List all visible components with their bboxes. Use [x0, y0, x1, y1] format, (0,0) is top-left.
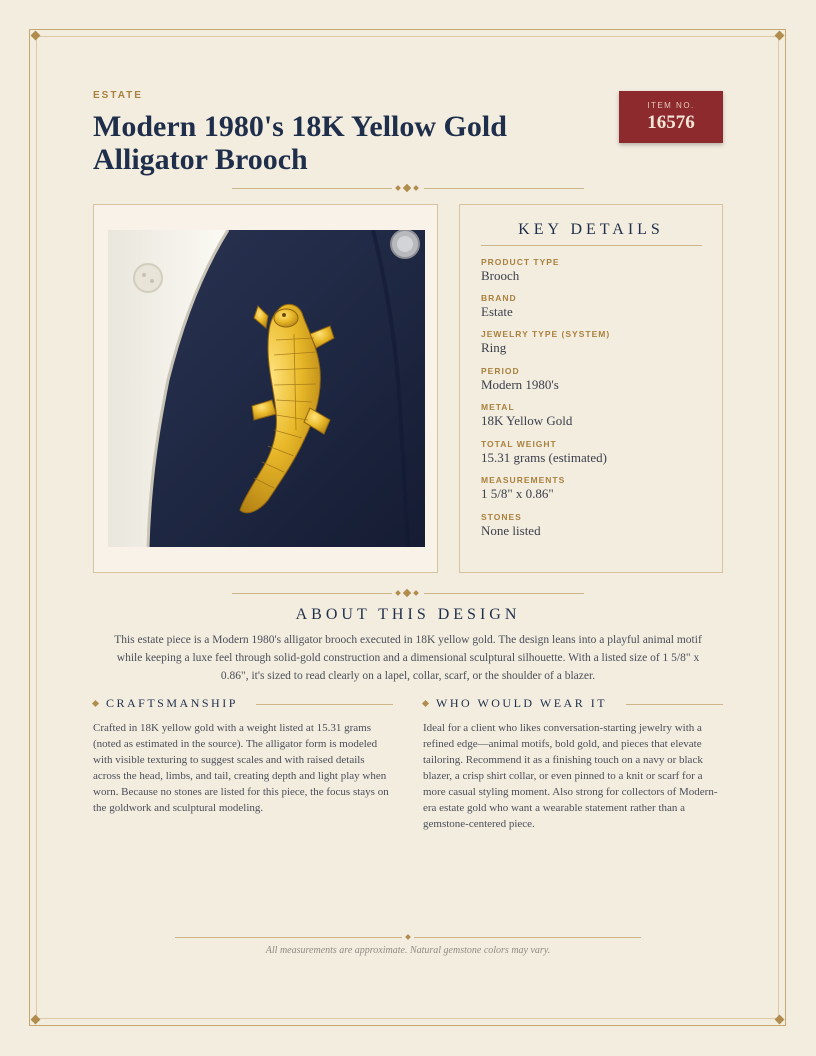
item-number-badge	[619, 91, 723, 143]
product-image-card	[93, 204, 438, 573]
key-details-heading: KEY DETAILS	[518, 221, 664, 238]
product-photo	[108, 230, 425, 547]
detail-value: 15.31 grams (estimated)	[481, 450, 607, 465]
product-title: Modern 1980's 18K Yellow Gold Alligator Brooch	[93, 110, 507, 176]
key-details-card	[459, 204, 723, 573]
craftsmanship-rule	[256, 704, 393, 705]
who-would-wear-heading: WHO WOULD WEAR IT	[436, 696, 608, 710]
detail-value: 1 5/8" x 0.86"	[481, 486, 554, 501]
detail-label: BRAND	[481, 293, 517, 303]
key-details-rule	[481, 245, 702, 246]
detail-jewelry-type	[481, 329, 610, 356]
detail-label: MEASUREMENTS	[481, 475, 566, 485]
detail-value: None listed	[481, 523, 541, 538]
craftsmanship-heading: CRAFTSMANSHIP	[106, 696, 238, 710]
detail-label: STONES	[481, 512, 522, 522]
detail-label: METAL	[481, 402, 515, 412]
about-heading: ABOUT THIS DESIGN	[295, 606, 521, 623]
footer-disclaimer: All measurements are approximate. Natural gemstone colors may vary.	[265, 945, 551, 956]
detail-value: Estate	[481, 304, 513, 319]
alligator-brooch-image	[108, 230, 425, 547]
who-would-wear-paragraph: Ideal for a client who likes conversation-starting jewelry with a refined edge—animal motifs, bold gold, and pieces that elevate tailoring. Recommend it as a finishing touch on a navy or black blazer, a crisp shirt collar, or even pinned to a knit or scarf for a more casual styling moment. Also strong for collectors of Modern-era estate gold who want a wearable statement rather than a gemstone-centered piece.	[423, 722, 718, 830]
detail-measurements	[481, 475, 565, 502]
detail-metal	[481, 402, 572, 429]
detail-stones	[481, 512, 541, 539]
about-paragraph: This estate piece is a Modern 1980's alligator brooch executed in 18K yellow gold. The design leans into a playful animal motif while keeping a luxe feel through solid-gold construction and a dimensional sculptural silhouette. With a listed size of 1 5/8" x 0.86", it's sized to read clearly on a lapel, collar, scarf, or the shoulder of a blazer.	[114, 634, 702, 682]
detail-value: Modern 1980's	[481, 377, 559, 392]
detail-label: PRODUCT TYPE	[481, 257, 560, 267]
detail-total-weight	[481, 439, 607, 466]
detail-label: TOTAL WEIGHT	[481, 439, 557, 449]
detail-value: Brooch	[481, 268, 520, 283]
item-number-value: 16576	[647, 112, 695, 133]
detail-value: Ring	[481, 340, 507, 355]
detail-label: PERIOD	[481, 366, 520, 376]
detail-label: JEWELRY TYPE (SYSTEM)	[481, 329, 611, 339]
who-would-wear-rule	[626, 704, 723, 705]
item-number-label: ITEM NO.	[647, 101, 695, 110]
detail-brand	[481, 293, 517, 320]
detail-period	[481, 366, 559, 393]
craftsmanship-paragraph: Crafted in 18K yellow gold with a weight listed at 15.31 grams (noted as estimated in the source). The alligator form is modeled with visible texturing to suggest scales and with raised details across the head, limbs, and tail, creating depth and light play when worn. Because no stones are listed for this piece, the focus stays on the goldwork and sculptural modeling.	[93, 722, 389, 814]
category-eyebrow: ESTATE	[93, 90, 143, 101]
detail-product-type	[481, 257, 560, 284]
detail-value: 18K Yellow Gold	[481, 413, 573, 428]
